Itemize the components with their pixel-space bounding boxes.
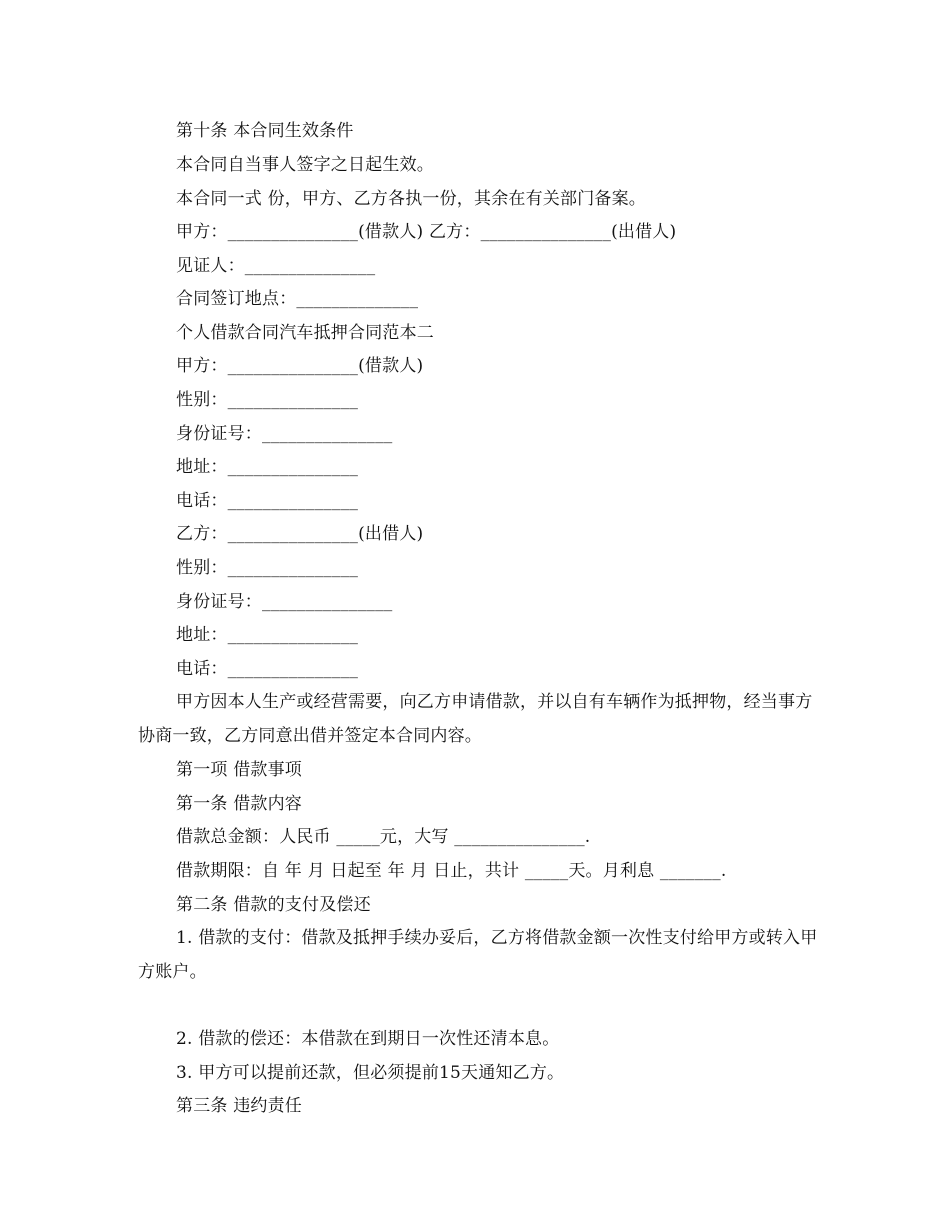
party-b-address: 地址：_______________	[176, 625, 359, 645]
article-10-heading: 第十条 本合同生效条件	[176, 121, 354, 141]
early-repayment-clause: 3. 甲方可以提前还款，但必须提前15天通知乙方。	[176, 1063, 565, 1083]
article-3-heading: 第三条 违约责任	[176, 1096, 303, 1116]
party-b-phone: 电话：_______________	[176, 659, 359, 679]
party-b-line: 乙方：_______________(出借人)	[176, 524, 424, 544]
payment-clause: 1. 借款的支付：借款及抵押手续办妥后，乙方将借款金额一次性支付给甲方或转入甲方账户。	[138, 928, 818, 982]
repayment-clause: 2. 借款的偿还：本借款在到期日一次性还清本息。	[176, 1029, 560, 1049]
party-a-gender: 性别：_______________	[176, 390, 359, 410]
loan-term-line: 借款期限：自 年 月 日起至 年 月 日止，共计 _____天。月利息 _______.	[176, 861, 727, 881]
parties-signature-line: 甲方：_______________(借款人) 乙方：_______________(出借人)	[176, 222, 677, 242]
signing-place-line: 合同签订地点：______________	[176, 289, 419, 309]
template-two-title: 个人借款合同汽车抵押合同范本二	[176, 323, 434, 343]
witness-line: 见证人：_______________	[176, 256, 376, 276]
party-a-address: 地址：_______________	[176, 457, 359, 477]
copies-clause: 本合同一式 份，甲方、乙方各执一份，其余在有关部门备案。	[176, 189, 647, 209]
article-2-heading: 第二条 借款的支付及偿还	[176, 895, 371, 915]
party-b-gender: 性别：_______________	[176, 558, 359, 578]
party-b-id-number: 身份证号：_______________	[176, 592, 393, 612]
party-a-id-number: 身份证号：_______________	[176, 424, 393, 444]
article-1-heading: 第一条 借款内容	[176, 794, 303, 814]
party-a-phone: 电话：_______________	[176, 491, 359, 511]
loan-amount-line: 借款总金额：人民币 _____元，大写 _______________.	[176, 827, 591, 847]
effective-clause: 本合同自当事人签字之日起生效。	[176, 155, 434, 175]
item-1-heading: 第一项 借款事项	[176, 760, 303, 780]
party-a-line: 甲方：_______________(借款人)	[176, 356, 424, 376]
purpose-paragraph: 甲方因本人生产或经营需要，向乙方申请借款，并以自有车辆作为抵押物，经当事方协商一致，乙方同意出借并签定本合同内容。	[138, 692, 813, 746]
